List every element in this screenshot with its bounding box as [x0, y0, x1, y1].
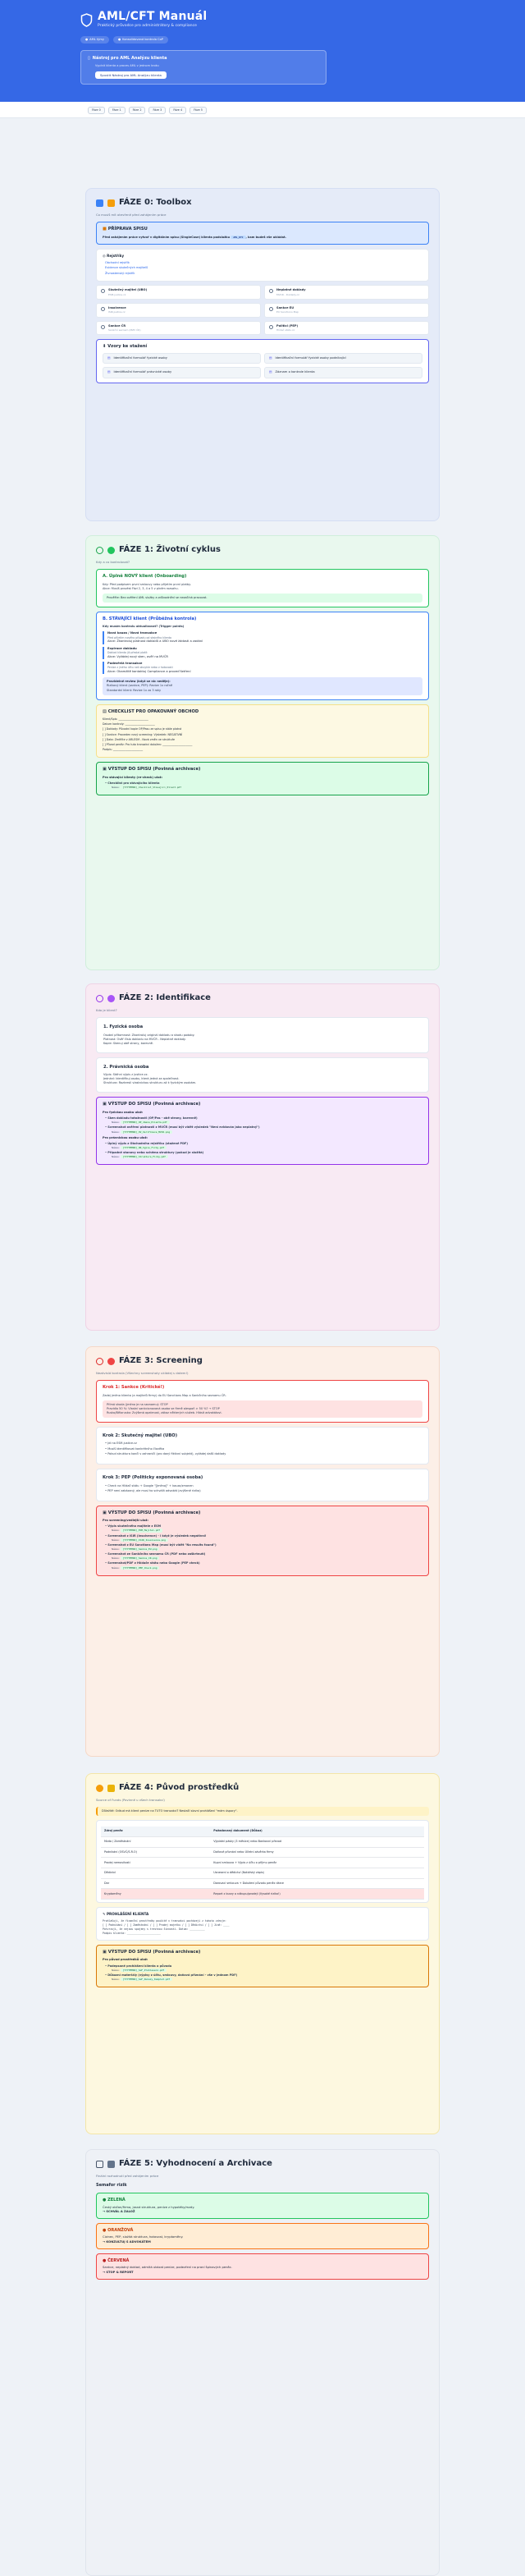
output-item: • Screenshot/PDF z Hlídače státu nebo Google (PEP check) Název: [YYYYMMDD]_PEP_Check.png: [105, 1561, 422, 1569]
trigger-item: [103, 662, 422, 674]
trigger-action: Akce: Vyžádej nový sken, ověř na MVČR: [107, 654, 168, 658]
nav-tab-0[interactable]: Fáze 0: [88, 107, 105, 114]
sof-source: Dar: [101, 1878, 210, 1889]
nav-tab-2[interactable]: Fáze 2: [129, 107, 146, 114]
output-title: Důkazní materiály (výpisy z účtu, smlouvy, daňová přiznání - vše v jednom PDF): [107, 1973, 238, 1977]
tool-box: ▯ Nástroj pro AML Analýzu klienta Vyplnit klienta a proces AML v jednom kroku Spustit Nástroj pro AML Analýzu klienta: [80, 50, 326, 85]
link-icon: [101, 325, 105, 329]
filename-chip: [YYYYMMDD]_OR_Vypis_Firmy.pdf: [121, 1146, 167, 1149]
output-title: Sken dokladu totožnosti (OP/Pas - obě strany, barevně): [107, 1116, 198, 1121]
checklist-line: [ ] Původ peněz: Pro tuto transakci doložen: ______________________: [103, 742, 193, 746]
clipboard-icon: ▤: [103, 708, 108, 714]
template-name: Záznam o kontrole klienta: [275, 370, 315, 374]
archive-icon: [107, 2161, 115, 2168]
checklist-line: Podpis: ______________________: [103, 748, 144, 752]
output-filename: Název: [YYYYMMDD]_ISIR_Insolvence.png: [112, 1538, 422, 1542]
filename-chip: [YYYYMMDD]_ISIR_Insolvence.png: [121, 1538, 168, 1542]
trigger-item: [103, 647, 422, 659]
phase-3-subtitle: Nezávislá kontrola (Všechny screenshoty ukládej s datem!): [96, 1370, 189, 1375]
output-title: Screenshot z ISIR (Insolvence) - i když je výsledek negativní!: [107, 1533, 207, 1538]
pep-step: • PEP není zakázaný, ale musí ho schválit advokát (zvýšené riziko): [105, 1489, 201, 1493]
tool-name: Neplatné doklady: [276, 288, 306, 292]
output-filename: Název: [YYYYMMDD]_SoF_Prohlaseni.pdf: [112, 1969, 422, 1972]
ubo-step: • Musíš identifikovat konkrétního člověka: [105, 1446, 165, 1451]
phase-2: [85, 983, 440, 1331]
phase-3-title: FÁZE 3: Screening: [119, 1356, 203, 1365]
phase-4: [85, 1773, 440, 2134]
output-filename: Název: [YYYYMMDD]_Struktura_Firmy.pdf: [112, 1155, 422, 1158]
tool-name: Insolvence: [108, 306, 126, 310]
nav-tab-4[interactable]: Fáze 4: [169, 107, 186, 114]
templates-card: ⬇ Vzory ke stažení ▤ Identifikační formulář fyzické osoby ▤ Identifikační formulář fyzické osoby podnikající ▤ Identifikační formulář právnické osoby ▤ Záznam o kontrole klienta: [96, 339, 429, 383]
tool-box-desc: Vyplnit klienta a proces AML v jednom kroku: [95, 63, 159, 67]
save-icon: ▣: [103, 1949, 108, 1955]
pen-icon: ✎: [103, 1912, 107, 1917]
output-item: • Podepsané prohlášení klienta o původu Název: [YYYYMMDD]_SoF_Prohlaseni.pdf: [105, 1964, 422, 1972]
ubo-step: • Pokud struktura končí v zahraničí (pro daný fiktivní subjekt), vyžádej další doklady: [105, 1452, 226, 1456]
link-icon: [101, 307, 105, 311]
badge-aml: ● AML týmy: [80, 36, 109, 44]
phase-1-title: FÁZE 1: Životní cyklus: [119, 545, 221, 554]
search-icon: [96, 1358, 103, 1365]
risk-orange: ● ORANŽOVÁ Cizinec, PEP, složitá struktura, hotovost, kryptoměny. → KONZULTUJ S ADVOKÁTEM: [96, 2223, 429, 2249]
sof-table: Zdroj peněz Požadovaný dokument (Důkaz) Mzda / Zaměstnání Výplatní pásky (3 měsíce) nebo Bankovní převod Podnikání (OSVČ/S.R.O) Daňové přiznání nebo Účetní závěrka firmy Prodej nemovitosti Kupní smlouva + Výpis z účtu o příjmu peněz Dědictví Usnesení o dědictví (Notářský zápis) Dar Darovací smlouva + Doložení původu peněz dárce Kryptoměny Report z burzy o nákupu/prodeji (Vysoké riziko!): [101, 1827, 424, 1900]
phone-icon: ▯: [88, 56, 90, 62]
link-icon: [101, 289, 105, 293]
trigger-desc: Před přijetím nového případu od stejného klienta: [107, 635, 171, 639]
sof-document: Kupní smlouva + Výpis z účtu o příjmu peněz: [210, 1858, 424, 1868]
folder-icon: ■: [103, 227, 108, 231]
pep-step-text: Check na Hlídač státu + Google "[Jméno]" + kauza/zmanen: [107, 1483, 194, 1487]
link-icon: [269, 289, 273, 293]
book-icon: [96, 199, 103, 207]
natural-person-card: 1. Fyzická osoba Osobní přítomnost: Zkontroluj originál dokladu a shodu podoby. Platnost: Ověř číslo dokladu na MVČR - Neplatné doklady. Kopie: Skenuj obě strany, barevně.: [96, 1017, 429, 1053]
repeat-checklist-card: ▤ CHECKLIST PRO OPAKOVANÝ OBCHOD Klient/Spis: ______________________ Datum kontroly: ______________________ [ ] Doklady: Původní kopie OP/Pasu ze spisu je stále platná [ ] Sankce: Proveden nový screening: Výsledek: NEGATIVNÍ [ ] Data: Změňte v ARLESM - Nová změn ve struktuře [ ] Původ peněz: Pro tuto transakci doložen: ______________________ Podpis: ______________________: [96, 704, 429, 759]
output-card-3: ▣ VÝSTUP DO SPISU (Povinná archivace) Pro screening/vedlejší ulož: • Výpis skutečného majitele z ESM Název: [YYYYMMDD]_ESM_Majitel.pdf • Screenshot z ISIR (Insolvence) - i když je výsledek negativní! Název: [YYYYMMDD]_ISIR_Insolvence.png • Screenshot z EU Sanctions Map (musí být vidět "No results found") Název: [YYYYMMDD]_Sankce_EU.png • Screenshot ze Sankčního seznamu ČR (PDF nebo zaškrtnutí) Název: [YYYYMMDD]_Sankce_CR.png • Screenshot/PDF z Hlídače státu nebo Google (PEP check) Název: [YYYYMMDD]_PEP_Check.png: [96, 1506, 429, 1576]
output-item: • Výpis skutečného majitele z ESM Název: [YYYYMMDD]_ESM_Majitel.pdf: [105, 1524, 422, 1532]
nav-tab-1[interactable]: Fáze 1: [108, 107, 126, 114]
prep-card: ■ PŘÍPRAVA SPISU Před zahájením práce vytvoř v digitálním spisu (SingleCase) klienta podsložku AML_KYC , kam budeš vše ukládat.: [96, 222, 429, 245]
badge-control: ● Konsolidovaná kontrola CoP: [113, 36, 168, 44]
ubo-step: • Jdi na ESM.justice.cz: [105, 1442, 137, 1446]
tool-link[interactable]: [96, 285, 261, 300]
pep-card: Krok 3: PEP (Politicky exponovaná osoba) • Check na Hlídač státu + Google "[Jméno]" + kauza/zmanen • PEP není zakázaný, ale musí ho schválit advokát (zvýšené riziko): [96, 1469, 429, 1501]
phase-0-title: FÁZE 0: Toolbox: [119, 198, 192, 207]
save-icon: ▣: [103, 1510, 108, 1515]
tool-source: Sankční seznam (MZV ČR): [108, 328, 141, 332]
launch-tool-button[interactable]: Spustit Nástroj pro AML Analýzu klienta: [95, 71, 167, 80]
filename-chip: [YYYYMMDD]_PEP_Check.png: [121, 1566, 160, 1570]
users-icon: ●: [85, 38, 89, 42]
tool-name: Skutečný majitel (UBO): [108, 288, 148, 292]
phase-1: [85, 535, 440, 970]
output-filename: Název: [YYYYMMDD]_OV_Verifikace_MVCR.png: [112, 1130, 422, 1134]
download-icon: ⬇: [103, 344, 108, 350]
trigger-desc: Doklad klienta již přestal platit: [107, 651, 148, 655]
table-row: [101, 1858, 424, 1868]
checklist-line: [ ] Doklady: Původní kopie OP/Pasu ze spisu je stále platná: [103, 727, 182, 731]
tool-name: Sankce ČR: [108, 323, 126, 328]
phase-5-title: FÁZE 5: Vyhodnocení a Archivace: [119, 2159, 272, 2168]
checklist-line: [ ] Sankce: Proveden nový screening: Výsledek: NEGATIVNÍ: [103, 732, 183, 736]
save-icon: ▣: [103, 767, 108, 772]
check-square-icon: [96, 2161, 103, 2168]
legal-person-card: 2. Právnická osoba Výpis: Stáhni výpis z justice.cz. Jednání: Identifikuj osobu, která jedná za společnost. Struktura: Rozkresli vlastnickou strukturu až k fyzickým osobám.: [96, 1057, 429, 1093]
output-filename: Název: [YYYYMMDD]_OR_Vypis_Firmy.pdf: [112, 1146, 422, 1149]
register-link[interactable]: Evidence skutečných majitelů: [105, 266, 148, 270]
output-title: Případné stanovy nebo schéma struktury (pokud je složitá): [107, 1151, 204, 1155]
template-download[interactable]: [264, 367, 422, 378]
sof-source: Kryptoměny: [101, 1889, 210, 1900]
output-title: Výpis skutečného majitele z ESM: [107, 1524, 162, 1529]
tool-name: Politici (PEP): [276, 323, 299, 328]
template-name: Identifikační formulář fyzické osoby: [113, 356, 167, 360]
file-icon: ▤: [269, 356, 272, 360]
registers-card: ◎ Rejstříky Obchodní rejstřík Evidence skutečných majitelů Živnostenský rejstřík: [96, 249, 429, 282]
trigger-action: Akce: Okamžitě kontaktuj Compliance a proveď šetření: [107, 670, 191, 674]
toolbox-icon: [107, 199, 115, 207]
semaphore-heading: Semafor rizik: [96, 2183, 127, 2188]
template-download[interactable]: [103, 353, 261, 364]
template-download[interactable]: [264, 353, 422, 364]
output-title: Screenshot ověření platnosti z MVČR (musí být vidět výsledek "Není evidován jako neplatný"): [107, 1125, 260, 1130]
stop-icon: [107, 1358, 115, 1365]
filename-chip: [YYYYMMDD]_OP_Jmeno_Klienta.pdf: [121, 1121, 170, 1124]
tool-source: MVCR - Doklady.cz: [276, 292, 299, 296]
nav-tab-3[interactable]: Fáze 3: [148, 107, 166, 114]
money-icon: [96, 1785, 103, 1792]
trigger-title: Podezřelá transakce: [107, 662, 143, 666]
phase-0: [85, 188, 440, 521]
tool-source: EU Sanctions Map: [276, 310, 299, 314]
output-title: Podepsané prohlášení klienta o původu: [107, 1964, 172, 1968]
phase-5: [85, 2149, 440, 2576]
output-filename: Název: [YYYYMMDD]_SoF_Dukazy_Komplet.pdf: [112, 1978, 422, 1981]
sof-document: Usnesení o dědictví (Notářský zápis): [210, 1868, 424, 1878]
output-filename: Název: [YYYYMMDD]_Sankce_EU.png: [112, 1547, 422, 1551]
phase-4-subtitle: Source of Funds (Povinné u všech transakcí): [96, 1797, 165, 1802]
filename-chip: [YYYYMMDD]_Struktura_Firmy.pdf: [121, 1155, 168, 1158]
sof-source: Mzda / Zaměstnání: [101, 1836, 210, 1847]
sof-document: Daňové přiznání nebo Účetní závěrka firmy: [210, 1847, 424, 1858]
filename-chip: [YYYYMMDD]_OV_Verifikace_MVCR.png: [121, 1130, 172, 1134]
output-item: • Důkazní materiály (výpisy z účtu, smlouvy, daňová přiznání - vše v jednom PDF) Název: [YYYYMMDD]_SoF_Dukazy_Komplet.pdf: [105, 1973, 422, 1981]
ubo-step-text: Musíš identifikovat konkrétního člověka: [107, 1446, 165, 1451]
tool-link[interactable]: [264, 303, 429, 318]
link-icon: [269, 325, 273, 329]
table-row: [101, 1878, 424, 1889]
output-item: • Screenshot ověření platnosti z MVČR (musí být vidět výsledek "Není evidován jako neplatný") Název: [YYYYMMDD]_OV_Verifikace_MVCR.png: [105, 1125, 422, 1133]
tool-source: Hlídač státu.cz: [276, 328, 295, 332]
phase-2-subtitle: Kdo je klient?: [96, 1007, 117, 1012]
register-link[interactable]: Obchodní rejstřík: [105, 260, 130, 264]
table-row: [101, 1847, 424, 1858]
review-box: Pravidelné review (když se nic neděje): Rizikový klient (sankce, PEP): Revize 1x ročně Standardní klient: Revize 1x za 3 roky: [103, 677, 422, 694]
template-name: Identifikační formulář fyzické osoby podnikající: [275, 356, 346, 360]
filename-chip: [YYYYMMDD]_SoF_Prohlaseni.pdf: [121, 1969, 167, 1972]
risk-green: ● ZELENÁ Český občan/firma, jasná struktura, peníze z hypotéky/mzdy. → SCHVÁL A ZALOŽ: [96, 2193, 429, 2219]
checklist-line: Klient/Spis: ______________________: [103, 717, 148, 722]
clock-icon: [96, 547, 103, 554]
onboarding-note: Prověřte: Bez ověření AML služby a zdůvodnění se nezačíná pracovat.: [103, 594, 422, 603]
sof-source: Podnikání (OSVČ/S.R.O): [101, 1847, 210, 1858]
tool-link[interactable]: [96, 303, 261, 318]
existing-client-card: B. STÁVAJÍCÍ klient (Průběžná kontrola) Kdy musím kontrolu aktualizovat? (Trigger points) Nová kauza / Nová transakce Před přijetím nového případu od stejného klienta Akce: Zkontroluj platnost dokladů a UBO nové žádosti a zadání Expirace dokladu Doklad klienta již přestal platit Akce: Vyžádej nový sken, ověř na MVČR Podezřelá transakce Peníze z jiného účtu než obvykle nebo v hotovosti Akce: Okamžitě kontaktuj Compliance a proveď šetření Pravidelné review (když se nic neděje): Rizikový klient (sankce, PEP): Revize 1x ročně Standardní klient: Revize 1x za 3 roky: [96, 612, 429, 700]
sof-source: Dědictví: [101, 1868, 210, 1878]
output-title: Screenshot z EU Sanctions Map (musí být vidět "No results found"): [107, 1542, 217, 1547]
risk-red: ● ČERVENÁ Sankce, neplatný doklad, odmítá ukázat peníze, podezření na praní špinavých peněz. → STOP & REPORT: [96, 2253, 429, 2280]
output-title: Úplný výpis z Obchodního rejstříku (stažené PDF): [107, 1141, 189, 1145]
file-icon: ▤: [269, 370, 272, 374]
output-card-4: ▣ VÝSTUP DO SPISU (Povinná archivace) Pro původ prostředků ulož: • Podepsané prohlášení klienta o původu Název: [YYYYMMDD]_SoF_Prohlaseni.pdf • Důkazní materiály (výpisy z účtu, smlouvy, daňová přiznání - vše v jednom PDF) Název: [YYYYMMDD]_SoF_Dukazy_Komplet.pdf: [96, 1945, 429, 1987]
table-row: [101, 1868, 424, 1878]
file-icon: ▤: [107, 356, 111, 360]
tool-source: ISIR.justice.cz: [108, 310, 126, 314]
sof-table-card: [96, 1820, 429, 1903]
sof-document: Výplatní pásky (3 měsíce) nebo Bankovní převod: [210, 1836, 424, 1847]
ubo-step-text: Pokud struktura končí v zahraničí (pro daný fiktivní subjekt), vyžádej další doklady: [107, 1452, 226, 1456]
tool-link[interactable]: [264, 321, 429, 336]
shield-icon: [80, 13, 93, 27]
phase-nav: [0, 102, 525, 118]
tool-link[interactable]: [96, 321, 261, 336]
link-icon: [269, 307, 273, 311]
filename-chip: [YYYYMMDD]_Sankce_EU.png: [121, 1547, 160, 1551]
output-item: • Screenshot z EU Sanctions Map (musí být vidět "No results found") Název: [YYYYMMDD]_Sankce_EU.png: [105, 1543, 422, 1551]
pep-step-text: PEP není zakázaný, ale musí ho schválit advokát (zvýšené riziko): [107, 1489, 201, 1493]
sanctions-card: Krok 1: Sankce (Kritické!) Zadej jméno klienta (a majitelů firmy) do EU Sanctions Map a Sankčního seznamu ČR. Přímá shoda (jméno je na seznamu): STOP Pravidlo 50 %: Vlastní sankcionovaná osoba ve firmě alespoň > 50 %? → STOP Rusko/Bělorusko: Zvýšená opatrnost, zákaz některých služeb. Hlásit advokátovi.: [96, 1380, 429, 1423]
ubo-card: Krok 2: Skutečný majitel (UBO) • Jdi na ESM.justice.cz • Musíš identifikovat konkrétního člověka • Pokud struktura končí v zahraničí (pro daný fiktivní subjekt), vyžádej další doklady: [96, 1427, 429, 1464]
onboarding-card: A. Úplně NOVÝ klient (Onboarding) Kdy: Před podpisem první smlouvy nebo přijetím první platby. Akce: Musíš provést Fázi 2, 3, 4 a 5 v plném rozsahu. Prověřte: Bez ověření AML služby a zdůvodnění se nezačíná pracovat.: [96, 569, 429, 607]
phase-1-subtitle: Kdy a co kontrolovat?: [96, 559, 130, 564]
template-name: Identifikační formulář právnické osoby: [113, 370, 172, 374]
file-icon: ▤: [107, 370, 111, 374]
filename-chip: [YYYYMMDD]_SoF_Dukazy_Komplet.pdf: [121, 1978, 172, 1981]
output-filename: Název: [YYYYMMDD]_PEP_Check.png: [112, 1566, 422, 1570]
page-title: AML/CFT Manuál: [98, 10, 208, 23]
trigger-action: Akce: Zkontroluj platnost dokladů a UBO nové žádosti a zadání: [107, 639, 203, 644]
output-card-2: ▣ VÝSTUP DO SPISU (Povinná archivace) Pro fyzickou osobu ulož: • Sken dokladu totožnosti (OP/Pas - obě strany, barevně) Název: [YYYYMMDD]_OP_Jmeno_Klienta.pdf • Screenshot ověření platnosti z MVČR (musí být vidět výsledek "Není evidován jako neplatný") Název: [YYYYMMDD]_OV_Verifikace_MVCR.png Pro právnickou osobu ulož: • Úplný výpis z Obchodního rejstříku (stažené PDF) Název: [YYYYMMDD]_OR_Vypis_Firmy.pdf • Případné stanovy nebo schéma struktury (pokud je složitá) Název: [YYYYMMDD]_Struktura_Firmy.pdf: [96, 1097, 429, 1165]
phase-0-subtitle: Co musíš mít otevřené před zahájením práce: [96, 212, 167, 217]
bag-icon: [107, 1785, 115, 1792]
filename-chip: [YYYYMMDD]_ESM_Majitel.pdf: [121, 1529, 162, 1532]
output-item: • Screenshot ze Sankčního seznamu ČR (PDF nebo zaškrtnutí) Název: [YYYYMMDD]_Sankce_CR.png: [105, 1552, 422, 1560]
output-item: • Sken dokladu totožnosti (OP/Pas - obě strany, barevně) Název: [YYYYMMDD]_OP_Jmeno_Klienta.pdf: [105, 1116, 422, 1124]
trigger-desc: Peníze z jiného účtu než obvykle nebo v hotovosti: [107, 666, 173, 670]
hero-header: [0, 0, 525, 102]
trigger-title: Nová kauza / Nová transakce: [107, 631, 158, 635]
nav-tab-5[interactable]: Fáze 5: [189, 107, 207, 114]
output-title: Screenshot ze Sankčního seznamu ČR (PDF nebo zaškrtnutí): [107, 1552, 206, 1556]
register-link[interactable]: Živnostenský rejstřík: [105, 271, 135, 275]
filename-chip: [YYYYMMDD]_Sankce_CR.png: [121, 1556, 160, 1560]
database-icon: ◎: [103, 253, 107, 258]
tool-name: Sankce EU: [276, 306, 294, 310]
output-filename: Název: [YYYYMMDD]_OP_Jmeno_Klienta.pdf: [112, 1121, 422, 1124]
output-item: • Případné stanovy nebo schéma struktury (pokud je složitá) Název: [YYYYMMDD]_Struktura_Firmy.pdf: [105, 1151, 422, 1158]
output-filename: Název: [YYYYMMDD]_Sankce_CR.png: [112, 1556, 422, 1560]
tool-source: ESM.justice.cz: [108, 292, 126, 296]
phase-3: [85, 1346, 440, 1757]
pep-step: • Check na Hlídač státu + Google "[Jméno]" + kauza/zmanen: [105, 1483, 194, 1487]
checklist-line: Datum kontroly: ______________________: [103, 722, 155, 727]
table-row: [101, 1889, 424, 1900]
trigger-title: Expirace dokladu: [107, 646, 137, 650]
sof-document: Report z burzy o nákupu/prodeji (Vysoké riziko!): [210, 1889, 424, 1900]
output-title: Screenshot/PDF z Hlídače státu nebo Google (PEP check): [107, 1561, 200, 1565]
output-item: • Screenshot z ISIR (Insolvence) - i když je výsledek negativní! Název: [YYYYMMDD]_ISIR_Insolvence.png: [105, 1534, 422, 1542]
tool-link[interactable]: [264, 285, 429, 300]
users-icon: [96, 995, 103, 1002]
sof-warning: Důležité: Odkud má klient peníze na TUTO transakci? Nestačí slovní prohlášení "mám úspory".: [96, 1807, 429, 1816]
trigger-item: [103, 631, 422, 644]
ubo-step-text: Jdi na ESM.justice.cz: [107, 1442, 137, 1446]
output-card-1: ▣ VÝSTUP DO SPISU (Povinná archivace) Pro stávající klienty (re-check) ulož: • Checklist pro stávajícího klienta Název: [YYYYMMDD]_Checklist_Stavajici_Klient.pdf: [96, 762, 429, 795]
checklist-line: [ ] Data: Změňte v ARLESM - Nová změn ve struktuře: [103, 737, 176, 741]
sof-document: Darovací smlouva + Doložení původu peněz dárce: [210, 1878, 424, 1889]
page-subtitle: Praktický průvodce pro administrátory & compliance: [98, 24, 197, 29]
table-row: [101, 1836, 424, 1847]
phase-4-title: FÁZE 4: Původ prostředků: [119, 1783, 240, 1792]
output-filename: Název: [YYYYMMDD]_ESM_Majitel.pdf: [112, 1529, 422, 1532]
template-download[interactable]: [103, 367, 261, 378]
phase-5-subtitle: Finální rozhodnutí před zahájením práce: [96, 2173, 159, 2178]
save-icon: ▣: [103, 1102, 108, 1107]
client-declaration-card: ✎ PROHLÁŠENÍ KLIENTA Prohlašuji, že finanční prostředky použité v transakci pocházejí z tohoto zdroje: [ ] Podnikání / [ ] Zaměstnání / [ ] Prodej majetku / [ ] Dědictví / [ ] Jiné: ____ Potvrzuji, že nejsou spojeny s trestnou činností. Datum: __________ Podpis klienta: ______________________: [96, 1907, 429, 1941]
phase-2-title: FÁZE 2: Identifikace: [119, 993, 211, 1002]
sof-source: Prodej nemovitosti: [101, 1858, 210, 1868]
cycle-icon: [107, 547, 115, 554]
check-icon: ●: [118, 38, 121, 42]
magnifier-icon: [107, 995, 115, 1002]
output-item: • Úplný výpis z Obchodního rejstříku (stažené PDF) Název: [YYYYMMDD]_OR_Vypis_Firmy.pdf: [105, 1142, 422, 1149]
